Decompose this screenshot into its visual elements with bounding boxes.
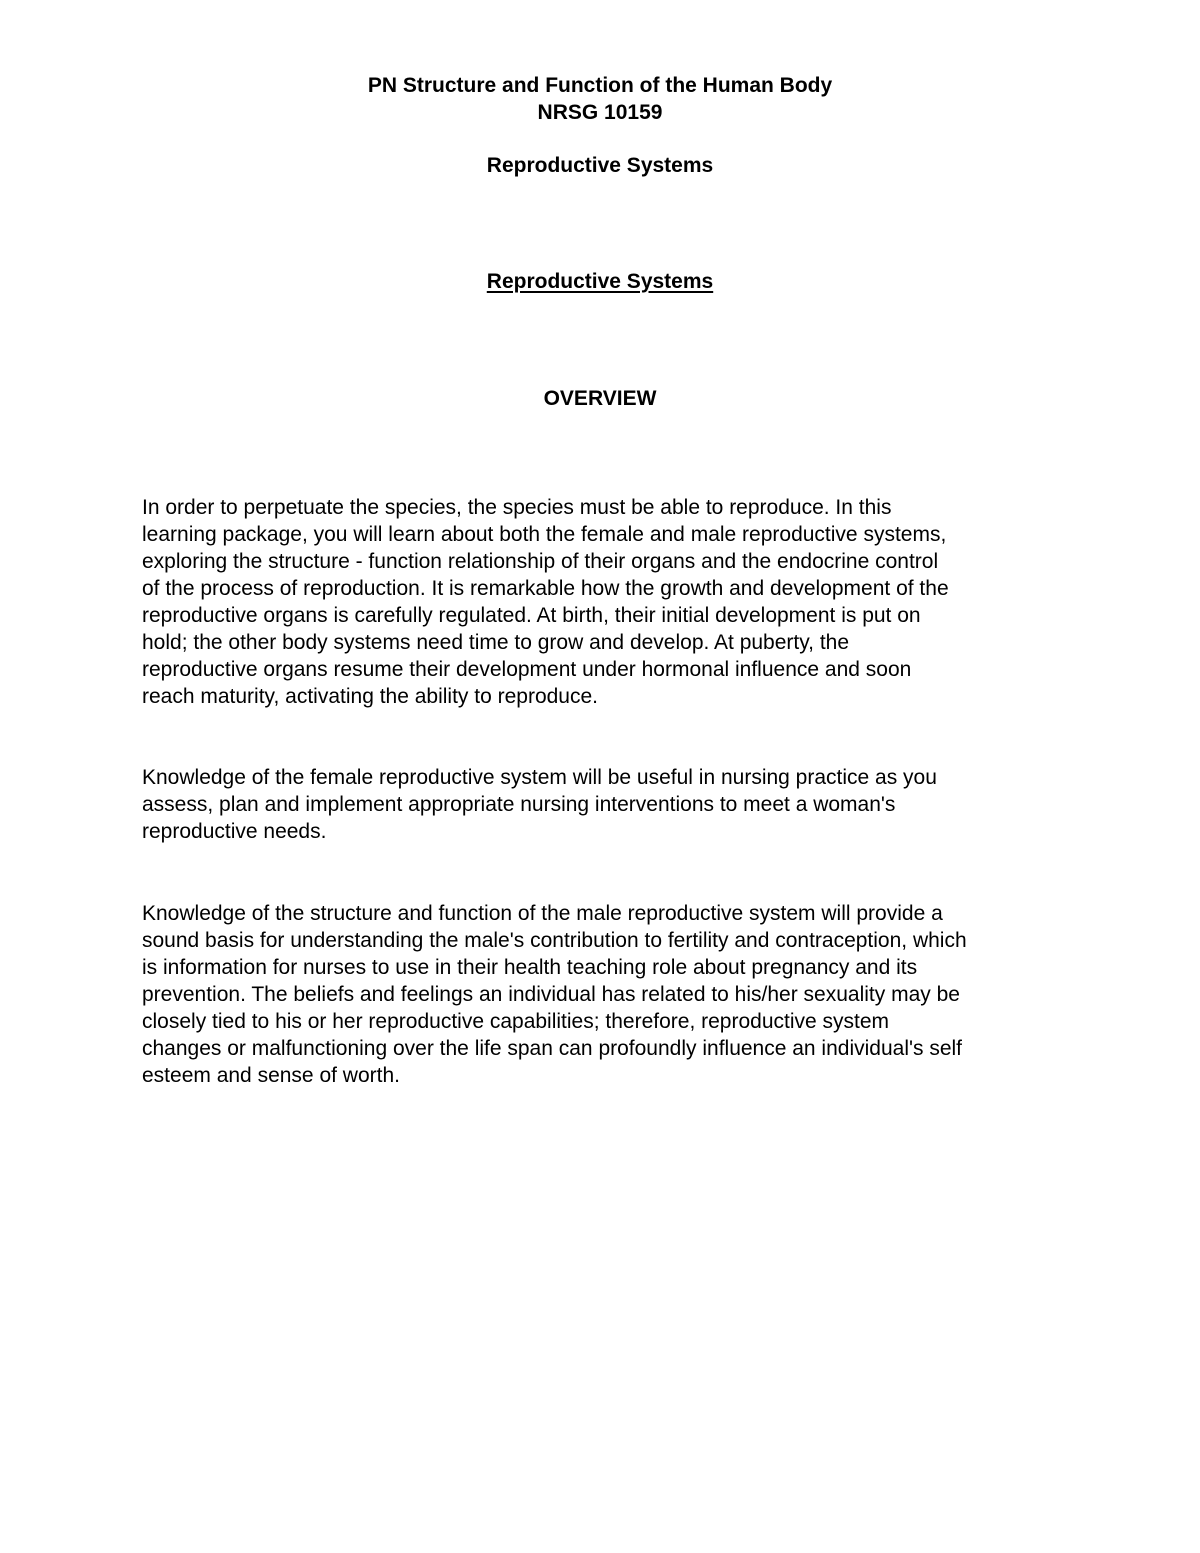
course-code: NRSG 10159	[537, 101, 663, 124]
course-title: PN Structure and Function of the Human Body	[367, 74, 833, 97]
document-subtitle: Reproductive Systems	[486, 154, 714, 177]
overview-heading: OVERVIEW	[543, 387, 657, 410]
overview-paragraph-intro: In order to perpetuate the species, the species must be able to reproduce. In this learning package, you will learn about both the female and male reproductive systems, exploring the structure - function relationship of their organs and the endocrine control of the process of reproduction. It is remarkable how the growth and development of the reproductive organs is carefully regulated. At birth, their initial development is put on hold; the other body systems need time to grow and develop. At puberty, the reproductive organs resume their development under hormonal influence and soon reach maturity, activating the ability to reproduce.	[142, 496, 949, 708]
overview-paragraph-female: Knowledge of the female reproductive system will be useful in nursing practice as you assess, plan and implement appropriate nursing interventions to meet a woman's reproductive needs.	[142, 766, 937, 843]
overview-paragraph-male: Knowledge of the structure and function of the male reproductive system will provide a sound basis for understanding the male's contribution to fertility and contraception, which is information for nurses to use in their health teaching role about pregnancy and its prevention. The beliefs and feelings an individual has related to his/her sexuality may be closely tied to his or her reproductive capabilities; therefore, reproductive system changes or malfunctioning over the life span can profoundly influence an individual's self esteem and sense of worth.	[142, 902, 967, 1087]
section-title: Reproductive Systems	[486, 270, 714, 293]
